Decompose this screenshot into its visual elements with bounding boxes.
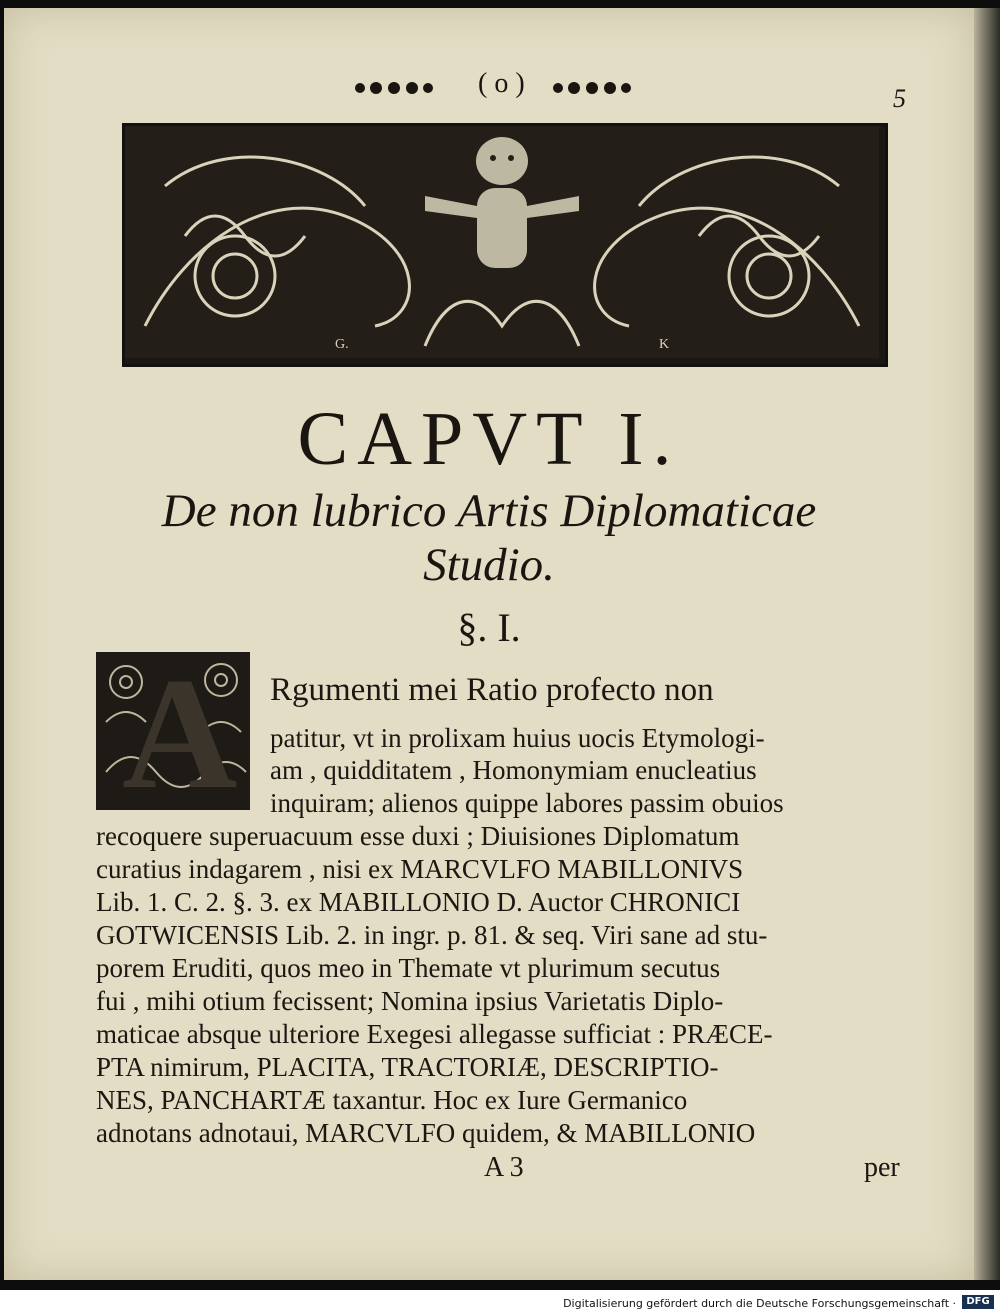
subtitle-line-2: Studio. xyxy=(423,539,555,591)
body-line: inquiram; alienos quippe labores passim obuios xyxy=(270,788,784,818)
body-line: fui , mihi otium fecissent; Nomina ipsius Varietatis Diplo- xyxy=(96,986,724,1016)
body-line: am , quidditatem , Homonymiam enucleatius xyxy=(270,755,757,785)
top-ornament-mark: ( o ) xyxy=(478,68,525,99)
signature-mark: A 3 xyxy=(484,1152,524,1183)
chapter-title: CAPVT I. xyxy=(297,397,681,481)
headpiece-initial-right: K xyxy=(659,337,670,352)
credit-text: Digitalisierung gefördert durch die Deutsche Forschungsgemeinschaft · xyxy=(563,1297,956,1310)
catchword: per xyxy=(864,1152,900,1183)
book-page xyxy=(4,8,974,1280)
body-line: maticae absque ulteriore Exegesi allegasse sufficiat : PRÆCE- xyxy=(96,1019,773,1049)
body-line: curatius indagarem , nisi ex MARCVLFO MABILLONIVS xyxy=(96,854,744,884)
body-line: recoquere superuacuum esse duxi ; Diuisiones Diplomatum xyxy=(96,821,740,851)
body-line: patitur, vt in prolixam huius uocis Etymologi- xyxy=(270,723,765,753)
body-line: GOTWICENSIS Lib. 2. in ingr. p. 81. & seq. Viri sane ad stu- xyxy=(96,920,768,950)
headpiece-initial-left: G. xyxy=(335,337,349,352)
page-edge xyxy=(974,8,1000,1280)
body-line: Rgumenti mei Ratio profecto non xyxy=(270,672,714,708)
page-number: 5 xyxy=(893,84,906,113)
body-line: adnotans adnotaui, MARCVLFO quidem, & MABILLONIO xyxy=(96,1118,756,1148)
initial-letter: A xyxy=(122,644,238,822)
credit-bar xyxy=(0,1290,1000,1315)
body-line: Lib. 1. C. 2. §. 3. ex MABILLONIO D. Auctor CHRONICI xyxy=(96,887,741,917)
body-line: porem Eruditi, quos meo in Themate vt plurimum secutus xyxy=(96,953,721,983)
dfg-logo-icon: DFG xyxy=(962,1295,994,1309)
subtitle-line-1: De non lubrico Artis Diplomaticae xyxy=(161,485,817,537)
body-text xyxy=(4,8,974,1280)
body-line: PTA nimirum, PLACITA, TRACTORIÆ, DESCRIPTIO- xyxy=(96,1052,719,1082)
body-line: NES, PANCHARTÆ taxantur. Hoc ex Iure Germanico xyxy=(96,1085,688,1115)
section-mark: §. I. xyxy=(457,605,521,650)
